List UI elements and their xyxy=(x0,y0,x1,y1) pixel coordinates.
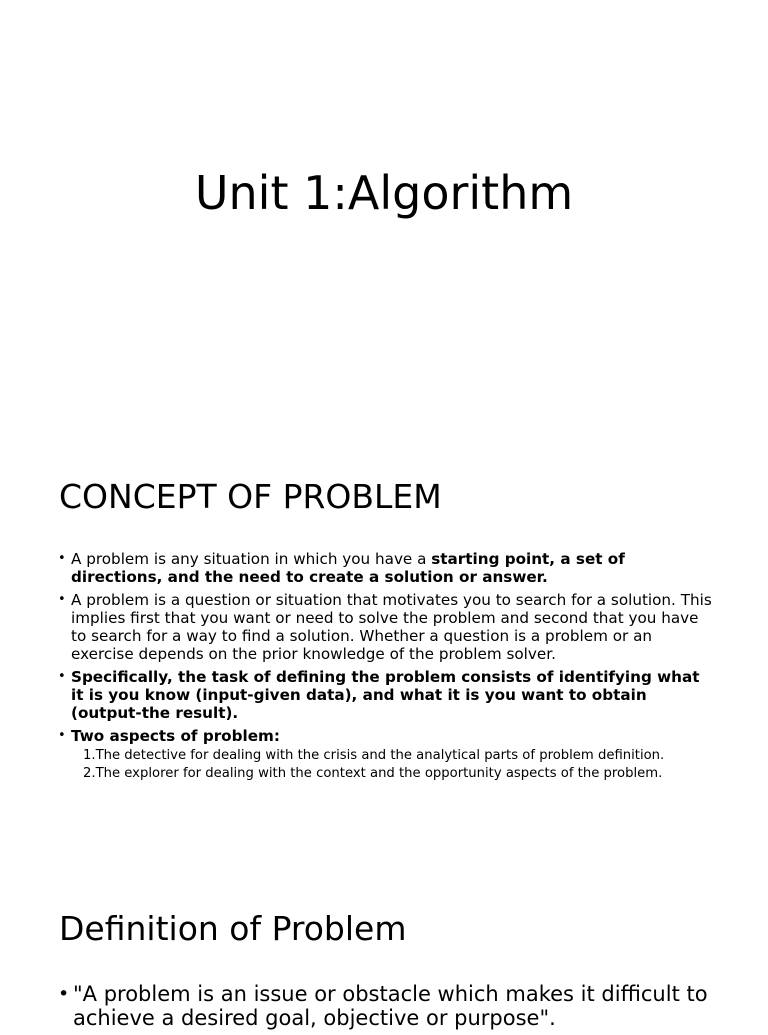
list-item xyxy=(58,727,713,783)
list-item xyxy=(58,550,713,586)
bullet-text: A problem is any situation in which you have a xyxy=(71,550,432,568)
bullet-icon: • xyxy=(58,983,70,1005)
bullet-icon: • xyxy=(58,669,66,684)
definition-heading: Definition of Problem xyxy=(59,909,407,948)
concept-bullet-list xyxy=(58,550,713,788)
bullet-text: "A problem is an issue or obstacle which makes it difficult to achieve a desired goal, objective or purpose". xyxy=(73,982,708,1030)
slide-title: Unit 1:Algorithm xyxy=(194,166,574,220)
list-item xyxy=(58,591,713,663)
bullet-bold-text: Two aspects of problem: xyxy=(71,727,280,745)
sub-list-item: 2.The explorer for dealing with the context and the opportunity aspects of the problem. xyxy=(83,766,663,781)
aspects-sub-list xyxy=(71,747,713,783)
definition-bullet-list xyxy=(58,982,718,1035)
concept-heading: CONCEPT OF PROBLEM xyxy=(59,477,442,516)
bullet-bold-text: starting point, a set of directions, and the need to create a solution or answer. xyxy=(71,550,625,586)
sub-list-item: 1.The detective for dealing with the crisis and the analytical parts of problem definition. xyxy=(83,748,665,763)
list-item xyxy=(58,982,718,1030)
bullet-icon: • xyxy=(58,592,66,607)
bullet-icon: • xyxy=(58,551,66,566)
bullet-icon: • xyxy=(58,728,66,743)
bullet-bold-text: Specifically, the task of defining the problem consists of identifying what it is you know (input-given data), and what it is you want to obtain (output-the result). xyxy=(71,668,700,722)
bullet-text: A problem is a question or situation that motivates you to search for a solution. This implies first that you want or need to solve the problem and second that you have to search for a way to find a solution. Whether a question is a problem or an exercise depends on the prior knowledge of the problem solver. xyxy=(71,591,712,663)
list-item xyxy=(58,668,713,722)
